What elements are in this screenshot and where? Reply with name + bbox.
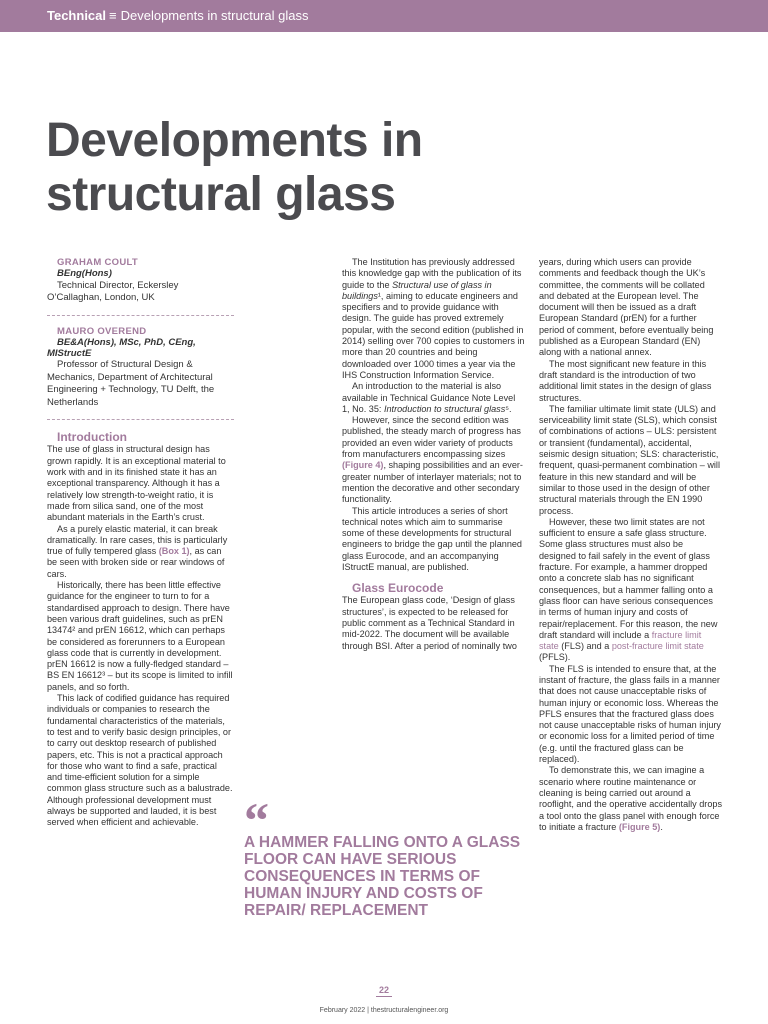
body-paragraph: Historically, there has been little effective guidance for the engineer to turn to for a standardised approach to design. There have been various draft guidelines, such as prEN 13474² and prEN 16612, which can perhaps be considered as forerunners to a European glass code that is currently in development. prEN 16612 is now a fully-fledged standard – BS EN 16612³ – but its scope is limited to infill panels, and so forth.: [47, 580, 233, 692]
section-label: Technical: [47, 8, 107, 23]
body-paragraph: An introduction to the material is also available in Technical Guidance Note Level 1, No. 35: Introduction to structural glass⁵.: [342, 381, 516, 414]
section-heading-introduction: Introduction: [57, 430, 127, 445]
fracture-limit-state-link[interactable]: fracture limit state: [539, 629, 702, 652]
figure-4-link[interactable]: (Figure 4): [342, 460, 384, 471]
body-paragraph: This article introduces a series of short technical notes which aim to summarise some of these developments for structural engineers to bridge the gap until the planned glass Eurocode, and an accompanying IStructE manual, are published.: [342, 505, 522, 573]
author-divider: [47, 315, 234, 316]
body-paragraph: The most significant new feature in this draft standard is the introduction of two additional limit states in the design of glass structures.: [539, 358, 712, 403]
header-subtitle: Developments in structural glass: [120, 8, 309, 23]
column-2: [342, 257, 525, 652]
quote-mark-icon: “: [244, 792, 269, 848]
section-heading-glass-eurocode: Glass Eurocode: [352, 581, 444, 596]
header-bar: [0, 0, 768, 32]
menu-icon: ≡: [109, 8, 117, 23]
author-qualifications: BE&A(Hons), MSc, PhD, CEng, MIStructE: [47, 336, 196, 360]
body-paragraph: The Institution has previously addressed this knowledge gap with the publication of its guide to the Structural use of glass in buildings¹, aiming to educate engineers and specifiers and to provide guidance with design. The guide has proved extremely popular, with the second edition (published in 2014) selling over 700 copies to customers in more than 20 countries and being downloaded over 1000 times a year via the IHS Construction Information Service.: [342, 257, 525, 380]
body-paragraph: years, during which users can provide comments and feedback though the UK’s committee, the comments will be collated and debated at the European level. The document will then be issued as a draft European Standard (prEN) for a further period of comment, before eventually being published as a European Standard (EN) along with a national annex.: [539, 257, 714, 358]
body-paragraph: As a purely elastic material, it can break dramatically. In rare cases, this is particularly true of fully tempered glass (Box 1), as can be seen with broken side or rear windows of cars.: [47, 523, 228, 579]
author-qualifications: BEng(Hons): [57, 268, 112, 280]
body-paragraph: The use of glass in structural design has grown rapidly. It is an exceptional material to work with and in its finished state it has an exceptional transparency. Although it has a relatively low strength-to-weight ratio, it is made from silica sand, one of the most abundant materials in the Earth’s crust.: [47, 444, 226, 523]
page-footer: [0, 985, 768, 1017]
author-divider: [47, 419, 234, 420]
body-paragraph: However, since the second edition was published, the steady march of progress has provided an even wider variety of products from manufacturers encompassing sizes (Figure 4), shaping possibilities and an ever-greater number of interlayer materials; not to mention the decorative and other secondary functionality.: [342, 415, 523, 505]
pull-quote-text: A HAMMER FALLING ONTO A GLASS FLOOR CAN HAVE SERIOUS CONSEQUENCES IN TERMS OF HUMAN INJURY AND COSTS OF REPAIR/ REPLACEMENT: [244, 834, 521, 919]
box-1-link[interactable]: (Box 1): [158, 546, 190, 557]
author-affiliation: Professor of Structural Design & Mechanics, Department of Architectural Engineering + Technology, TU Delft, the Netherlands: [47, 359, 215, 408]
body-paragraph: The European glass code, ‘Design of glass structures’, is expected to be released for public comment as a Technical Standard in mid-2022. The document will be available through BSI. After a period of nominally two: [342, 595, 517, 651]
body-paragraph: This lack of codified guidance has required individuals or companies to research the fundamental characteristics of the materials, to test and to verify basic design principles, or to carry out desktop research of published papers, etc. This is not a practical approach for those who want to find a safe, practical and time-efficient solution for a simple common glass structure such as a balustrade. Although professional development must always be supported and lauded, it is best served when efficient and achievable.: [47, 693, 233, 828]
column-3: [539, 257, 722, 833]
column-1: [47, 257, 234, 829]
author-affiliation: Technical Director, Eckersley O’Callaghan, London, UK: [47, 279, 179, 304]
author-name: GRAHAM COULT: [57, 257, 138, 268]
figure-5-link[interactable]: (Figure 5): [618, 821, 661, 832]
header-breadcrumb: [47, 0, 308, 32]
body-paragraph: The familiar ultimate limit state (ULS) and serviceability limit state (SLS), which consist of combinations of actions – ULS: persistent or transient (fundamental), accidental, seismic design situation; SLS: characteristic, frequent, quasi-permanent combination – will feature in this new standard and will be similar to those used in the design of other structural materials through the EN 1990 process.: [539, 403, 720, 516]
body-paragraph: The FLS is intended to ensure that, at the instant of fracture, the glass fails in a manner that does not cause unacceptable risks of human injury or economic loss. Whereas the PFLS ensures that the fractured glass does not cause unacceptable risks of human injury or economic loss for a limited period of time (e.g. until the fractured glass can be replaced).: [539, 663, 721, 765]
body-paragraph: To demonstrate this, we can imagine a scenario where routine maintenance or cleaning is being carried out around a rooflight, and the operative accidentally drops a tool onto the glass panel with enough force to initiate a fracture (Figure 5).: [539, 765, 722, 832]
author-name: MAURO OVEREND: [57, 325, 147, 337]
page-number: 22: [378, 985, 389, 995]
post-fracture-limit-state-link[interactable]: post-fracture limit state: [611, 641, 704, 652]
article-title: Developments in structural glass: [46, 114, 423, 221]
footer-text: February 2022 | thestructuralengineer.org: [319, 1007, 449, 1014]
body-paragraph: However, these two limit states are not sufficient to ensure a safe glass structure. Some glass structures must also be designed to fail safely in the event of glass fracture. For example, a hammer dropped onto a concrete slab has no significant consequences, but a hammer falling onto a glass floor can have serious consequences in terms of human injury and costs of repair/replacement. For this reason, the new draft standard will include a fracture limit state (FLS) and a post-fracture limit state (PFLS).: [539, 516, 718, 663]
page-number-rule: [376, 996, 392, 997]
